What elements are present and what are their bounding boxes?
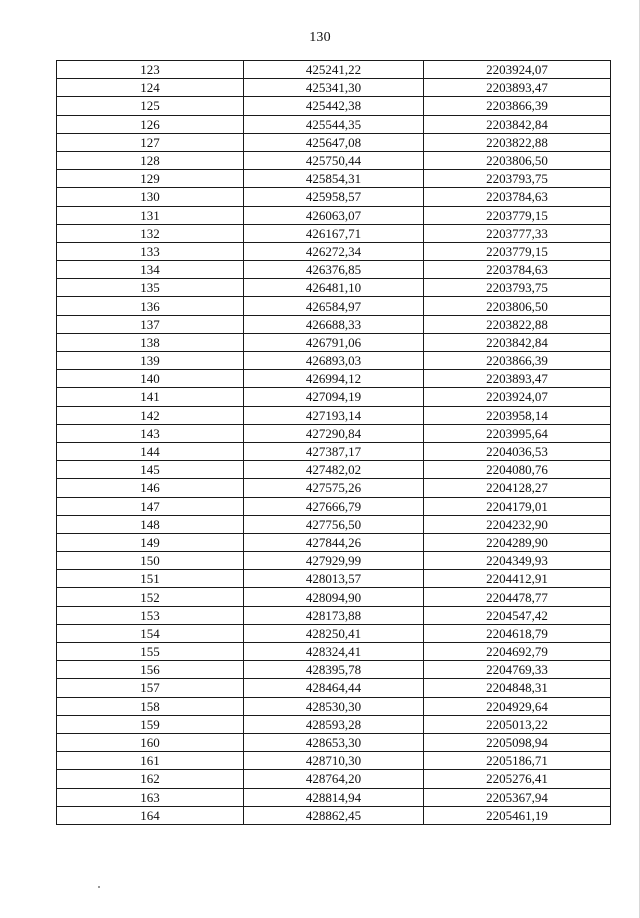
point-number-cell: 134	[57, 261, 244, 279]
page-number: 130	[309, 30, 331, 45]
x-coordinate-cell: 426167,71	[244, 224, 424, 242]
table-row	[57, 661, 611, 679]
y-coordinate-cell: 2204692,79	[424, 643, 611, 661]
table-row	[57, 79, 611, 97]
y-coordinate-cell: 2203784,63	[424, 261, 611, 279]
table-row	[57, 151, 611, 169]
table-row	[57, 315, 611, 333]
y-coordinate-cell: 2204080,76	[424, 461, 611, 479]
table-row	[57, 588, 611, 606]
table-row	[57, 170, 611, 188]
point-number-cell: 150	[57, 552, 244, 570]
y-coordinate-cell: 2203806,50	[424, 297, 611, 315]
x-coordinate-cell: 428764,20	[244, 770, 424, 788]
point-number-cell: 130	[57, 188, 244, 206]
table-row	[57, 370, 611, 388]
y-coordinate-cell: 2203958,14	[424, 406, 611, 424]
y-coordinate-cell: 2203893,47	[424, 79, 611, 97]
point-number-cell: 151	[57, 570, 244, 588]
y-coordinate-cell: 2204128,27	[424, 479, 611, 497]
y-coordinate-cell: 2204349,93	[424, 552, 611, 570]
point-number-cell: 127	[57, 133, 244, 151]
x-coordinate-cell: 427575,26	[244, 479, 424, 497]
x-coordinate-cell: 426063,07	[244, 206, 424, 224]
x-coordinate-cell: 425647,08	[244, 133, 424, 151]
x-coordinate-cell: 427756,50	[244, 515, 424, 533]
coordinates-table	[56, 60, 611, 825]
table-row	[57, 352, 611, 370]
x-coordinate-cell: 425750,44	[244, 151, 424, 169]
point-number-cell: 140	[57, 370, 244, 388]
x-coordinate-cell: 428250,41	[244, 624, 424, 642]
point-number-cell: 161	[57, 752, 244, 770]
x-coordinate-cell: 427193,14	[244, 406, 424, 424]
table-body	[57, 61, 611, 825]
table-row	[57, 479, 611, 497]
point-number-cell: 139	[57, 352, 244, 370]
x-coordinate-cell: 428530,30	[244, 697, 424, 715]
y-coordinate-cell: 2204769,33	[424, 661, 611, 679]
point-number-cell: 164	[57, 806, 244, 824]
point-number-cell: 132	[57, 224, 244, 242]
point-number-cell: 154	[57, 624, 244, 642]
x-coordinate-cell: 426481,10	[244, 279, 424, 297]
point-number-cell: 155	[57, 643, 244, 661]
y-coordinate-cell: 2203779,15	[424, 242, 611, 260]
x-coordinate-cell: 428710,30	[244, 752, 424, 770]
table-row	[57, 424, 611, 442]
x-coordinate-cell: 427094,19	[244, 388, 424, 406]
point-number-cell: 143	[57, 424, 244, 442]
point-number-cell: 144	[57, 442, 244, 460]
y-coordinate-cell: 2203779,15	[424, 206, 611, 224]
point-number-cell: 157	[57, 679, 244, 697]
table-row	[57, 643, 611, 661]
y-coordinate-cell: 2205186,71	[424, 752, 611, 770]
scan-speck	[98, 886, 100, 888]
x-coordinate-cell: 426688,33	[244, 315, 424, 333]
x-coordinate-cell: 427929,99	[244, 552, 424, 570]
table-row	[57, 570, 611, 588]
table-row	[57, 552, 611, 570]
point-number-cell: 128	[57, 151, 244, 169]
y-coordinate-cell: 2204929,64	[424, 697, 611, 715]
point-number-cell: 123	[57, 61, 244, 79]
point-number-cell: 131	[57, 206, 244, 224]
x-coordinate-cell: 428013,57	[244, 570, 424, 588]
x-coordinate-cell: 425958,57	[244, 188, 424, 206]
point-number-cell: 148	[57, 515, 244, 533]
x-coordinate-cell: 425544,35	[244, 115, 424, 133]
y-coordinate-cell: 2203866,39	[424, 97, 611, 115]
table-row	[57, 188, 611, 206]
table-row	[57, 679, 611, 697]
point-number-cell: 124	[57, 79, 244, 97]
y-coordinate-cell: 2203995,64	[424, 424, 611, 442]
point-number-cell: 162	[57, 770, 244, 788]
table-row	[57, 515, 611, 533]
table-row	[57, 733, 611, 751]
y-coordinate-cell: 2203793,75	[424, 170, 611, 188]
point-number-cell: 156	[57, 661, 244, 679]
x-coordinate-cell: 426791,06	[244, 333, 424, 351]
point-number-cell: 141	[57, 388, 244, 406]
x-coordinate-cell: 428324,41	[244, 643, 424, 661]
x-coordinate-cell: 426584,97	[244, 297, 424, 315]
y-coordinate-cell: 2203793,75	[424, 279, 611, 297]
table-row	[57, 333, 611, 351]
table-row	[57, 61, 611, 79]
y-coordinate-cell: 2203822,88	[424, 133, 611, 151]
y-coordinate-cell: 2203777,33	[424, 224, 611, 242]
point-number-cell: 142	[57, 406, 244, 424]
x-coordinate-cell: 427666,79	[244, 497, 424, 515]
x-coordinate-cell: 426376,85	[244, 261, 424, 279]
table-row	[57, 752, 611, 770]
table-row	[57, 206, 611, 224]
y-coordinate-cell: 2204179,01	[424, 497, 611, 515]
y-coordinate-cell: 2204848,31	[424, 679, 611, 697]
y-coordinate-cell: 2205098,94	[424, 733, 611, 751]
point-number-cell: 137	[57, 315, 244, 333]
y-coordinate-cell: 2203893,47	[424, 370, 611, 388]
y-coordinate-cell: 2204618,79	[424, 624, 611, 642]
y-coordinate-cell: 2203924,07	[424, 61, 611, 79]
x-coordinate-cell: 426893,03	[244, 352, 424, 370]
y-coordinate-cell: 2203822,88	[424, 315, 611, 333]
y-coordinate-cell: 2203806,50	[424, 151, 611, 169]
table-row	[57, 261, 611, 279]
table-row	[57, 97, 611, 115]
x-coordinate-cell: 428814,94	[244, 788, 424, 806]
x-coordinate-cell: 428862,45	[244, 806, 424, 824]
point-number-cell: 126	[57, 115, 244, 133]
table-row	[57, 770, 611, 788]
point-number-cell: 135	[57, 279, 244, 297]
y-coordinate-cell: 2204036,53	[424, 442, 611, 460]
point-number-cell: 136	[57, 297, 244, 315]
table-row	[57, 697, 611, 715]
x-coordinate-cell: 428464,44	[244, 679, 424, 697]
table-row	[57, 442, 611, 460]
x-coordinate-cell: 428653,30	[244, 733, 424, 751]
x-coordinate-cell: 428094,90	[244, 588, 424, 606]
table-row	[57, 533, 611, 551]
table-row	[57, 224, 611, 242]
table-row	[57, 279, 611, 297]
point-number-cell: 163	[57, 788, 244, 806]
x-coordinate-cell: 425442,38	[244, 97, 424, 115]
x-coordinate-cell: 427844,26	[244, 533, 424, 551]
y-coordinate-cell: 2205461,19	[424, 806, 611, 824]
y-coordinate-cell: 2204412,91	[424, 570, 611, 588]
table-row	[57, 133, 611, 151]
y-coordinate-cell: 2205013,22	[424, 715, 611, 733]
table-row	[57, 606, 611, 624]
x-coordinate-cell: 428593,28	[244, 715, 424, 733]
point-number-cell: 149	[57, 533, 244, 551]
x-coordinate-cell: 426994,12	[244, 370, 424, 388]
x-coordinate-cell: 425854,31	[244, 170, 424, 188]
table-row	[57, 115, 611, 133]
table-row	[57, 715, 611, 733]
y-coordinate-cell: 2204478,77	[424, 588, 611, 606]
x-coordinate-cell: 428173,88	[244, 606, 424, 624]
y-coordinate-cell: 2204232,90	[424, 515, 611, 533]
x-coordinate-cell: 425341,30	[244, 79, 424, 97]
y-coordinate-cell: 2204289,90	[424, 533, 611, 551]
x-coordinate-cell: 427482,02	[244, 461, 424, 479]
point-number-cell: 159	[57, 715, 244, 733]
point-number-cell: 147	[57, 497, 244, 515]
y-coordinate-cell: 2205367,94	[424, 788, 611, 806]
point-number-cell: 158	[57, 697, 244, 715]
x-coordinate-cell: 427387,17	[244, 442, 424, 460]
y-coordinate-cell: 2203842,84	[424, 115, 611, 133]
y-coordinate-cell: 2203842,84	[424, 333, 611, 351]
point-number-cell: 125	[57, 97, 244, 115]
table-row	[57, 788, 611, 806]
point-number-cell: 138	[57, 333, 244, 351]
table-row	[57, 388, 611, 406]
point-number-cell: 129	[57, 170, 244, 188]
y-coordinate-cell: 2203866,39	[424, 352, 611, 370]
point-number-cell: 146	[57, 479, 244, 497]
x-coordinate-cell: 428395,78	[244, 661, 424, 679]
point-number-cell: 152	[57, 588, 244, 606]
x-coordinate-cell: 427290,84	[244, 424, 424, 442]
table-row	[57, 297, 611, 315]
table-row	[57, 406, 611, 424]
point-number-cell: 133	[57, 242, 244, 260]
table-row	[57, 242, 611, 260]
table-row	[57, 624, 611, 642]
y-coordinate-cell: 2203784,63	[424, 188, 611, 206]
point-number-cell: 153	[57, 606, 244, 624]
table-row	[57, 806, 611, 824]
point-number-cell: 145	[57, 461, 244, 479]
y-coordinate-cell: 2205276,41	[424, 770, 611, 788]
y-coordinate-cell: 2204547,42	[424, 606, 611, 624]
point-number-cell: 160	[57, 733, 244, 751]
table-row	[57, 497, 611, 515]
x-coordinate-cell: 425241,22	[244, 61, 424, 79]
table-row	[57, 461, 611, 479]
x-coordinate-cell: 426272,34	[244, 242, 424, 260]
y-coordinate-cell: 2203924,07	[424, 388, 611, 406]
